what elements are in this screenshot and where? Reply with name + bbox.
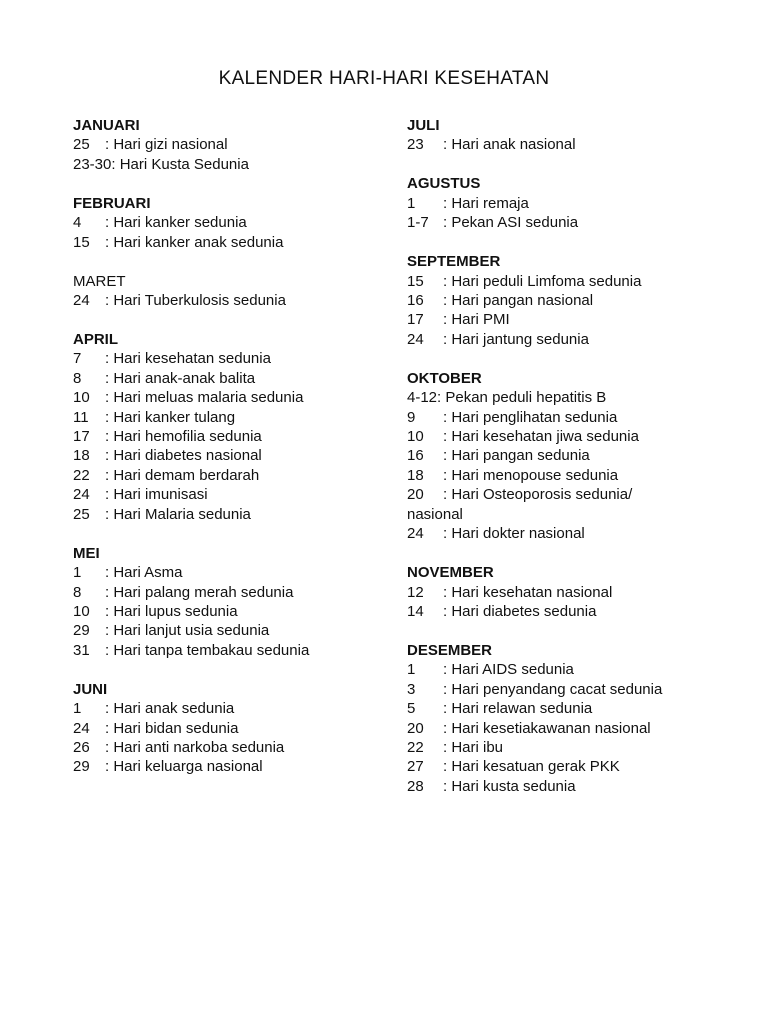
entry-day: 1 <box>73 700 82 718</box>
month-heading: SEPTEMBER <box>407 253 501 271</box>
calendar-entry <box>73 291 393 310</box>
entry-description: : Hari kesehatan nasional <box>443 583 613 601</box>
entry-day: 16 <box>407 447 424 465</box>
entry-description: : Pekan ASI sedunia <box>443 214 579 232</box>
entry-day: 24 <box>407 330 424 348</box>
calendar-entry <box>407 330 727 349</box>
entry-day: 1 <box>407 661 416 679</box>
calendar-entry <box>407 777 727 796</box>
entry-description: : Hari kesatuan gerak PKK <box>443 758 620 776</box>
month-section-januari <box>73 116 393 174</box>
entry-day: 23-30 <box>73 155 112 173</box>
entry-day: 24 <box>73 719 90 737</box>
entry-description: : Hari anak nasional <box>443 136 576 154</box>
entry-day: 20 <box>407 486 424 504</box>
entry-description: : Hari kanker sedunia <box>105 214 247 232</box>
entry-day: 12 <box>407 583 424 601</box>
entry-day: 20 <box>407 719 424 737</box>
entry-description: : Hari ibu <box>443 739 504 756</box>
entry-description: : Hari hemofilia sedunia <box>105 428 262 445</box>
entry-description: : Hari diabetes sedunia <box>443 602 597 620</box>
entry-day: 27 <box>407 758 424 776</box>
entry-description: : Hari dokter nasional <box>443 525 585 543</box>
month-section-agustus <box>407 174 727 232</box>
calendar-entry <box>73 738 393 757</box>
month-heading: DESEMBER <box>407 641 493 659</box>
month-heading: NOVEMBER <box>407 564 494 582</box>
month-section-februari <box>73 194 393 252</box>
month-section-desember <box>407 641 727 797</box>
calendar-entry <box>73 583 393 602</box>
entry-day: 15 <box>73 233 90 251</box>
left-column <box>73 116 393 796</box>
month-section-september <box>407 252 727 349</box>
calendar-entry <box>73 349 393 368</box>
entry-description: : Hari pangan nasional <box>443 291 594 309</box>
entry-day: 5 <box>407 700 416 718</box>
entry-day: 1 <box>407 194 416 212</box>
entry-description: : Hari bidan sedunia <box>105 719 239 737</box>
month-heading: OKTOBER <box>407 369 482 387</box>
entry-day: 31 <box>73 641 90 659</box>
entry-day: 24 <box>407 525 424 543</box>
entry-description: : Hari kusta sedunia <box>443 777 576 795</box>
month-section-maret <box>73 272 393 311</box>
entry-description: : Hari penyandang cacat sedunia <box>443 680 663 698</box>
entry-description: : Hari tanpa tembakau sedunia <box>105 641 310 659</box>
right-column <box>407 116 727 816</box>
calendar-entry <box>407 213 727 232</box>
entry-description: : Hari kesehatan jiwa sedunia <box>443 428 639 445</box>
month-heading: JULI <box>407 117 440 134</box>
entry-description: : Hari lanjut usia sedunia <box>105 622 270 640</box>
calendar-entry <box>73 757 393 776</box>
entry-day: 4 <box>73 214 82 232</box>
entry-day: 1-7 <box>407 214 429 232</box>
entry-day: 8 <box>73 583 82 601</box>
calendar-entry <box>407 583 727 602</box>
entry-description: : Hari diabetes nasional <box>105 447 262 465</box>
calendar-entry <box>73 155 393 174</box>
calendar-entry <box>407 524 727 543</box>
calendar-entry <box>73 602 393 621</box>
calendar-entry <box>73 388 393 407</box>
entry-day: 18 <box>407 466 424 484</box>
entry-day: 29 <box>73 622 90 640</box>
entry-day: 17 <box>73 428 90 445</box>
calendar-entry <box>73 621 393 640</box>
month-heading: JANUARI <box>73 117 140 134</box>
entry-description: : Hari Osteoporosis sedunia/ <box>443 486 633 504</box>
entry-description: : Hari Malaria sedunia <box>105 505 251 523</box>
month-section-juni <box>73 680 393 777</box>
calendar-entry <box>407 680 727 699</box>
entry-description: : Pekan peduli hepatitis B <box>437 389 607 407</box>
page-title: KALENDER HARI-HARI KESEHATAN <box>218 68 550 89</box>
entry-day: 8 <box>73 369 82 387</box>
calendar-entry <box>73 699 393 718</box>
entry-day: 3 <box>407 680 416 698</box>
entry-day: 22 <box>407 739 424 756</box>
entry-description: : Hari demam berdarah <box>105 466 260 484</box>
entry-day: 28 <box>407 777 424 795</box>
month-section-mei <box>73 544 393 661</box>
entry-day: 15 <box>407 272 424 290</box>
entry-description: : Hari anti narkoba sedunia <box>105 739 285 756</box>
month-heading: FEBRUARI <box>73 194 151 212</box>
calendar-entry <box>407 272 727 291</box>
calendar-entry <box>73 505 393 524</box>
entry-day: 24 <box>73 486 90 504</box>
entry-day: 25 <box>73 136 90 154</box>
entry-day: 4-12 <box>407 389 438 407</box>
entry-description: : Hari Kusta Sedunia <box>111 155 249 173</box>
entry-day: 16 <box>407 291 424 309</box>
entry-day: 14 <box>407 602 424 620</box>
calendar-entry <box>407 485 727 504</box>
entry-day: 18 <box>73 447 90 465</box>
calendar-entry <box>407 310 727 329</box>
entry-description: : Hari meluas malaria sedunia <box>105 389 304 407</box>
entry-day: 24 <box>73 291 90 309</box>
calendar-entry <box>407 388 727 407</box>
entry-day: 23 <box>407 136 424 154</box>
entry-description: : Hari remaja <box>443 194 529 212</box>
entry-description: : Hari keluarga nasional <box>105 758 263 776</box>
entry-description: : Hari menopouse sedunia <box>443 466 619 484</box>
month-section-april <box>73 330 393 524</box>
entry-description-continuation: nasional <box>407 505 463 523</box>
month-section-oktober <box>407 369 727 544</box>
entry-day: 1 <box>73 564 82 582</box>
calendar-entry <box>73 408 393 427</box>
entry-day: 25 <box>73 505 90 523</box>
entry-day: 11 <box>73 408 89 426</box>
calendar-entry <box>73 563 393 582</box>
entry-description: : Hari AIDS sedunia <box>443 661 574 679</box>
entry-description: : Hari anak sedunia <box>105 700 235 718</box>
calendar-entry <box>407 757 727 776</box>
calendar-entry <box>73 446 393 465</box>
calendar-entry <box>73 369 393 388</box>
calendar-entry <box>407 427 727 446</box>
entry-day: 10 <box>73 602 90 620</box>
entry-description: : Hari palang merah sedunia <box>105 583 294 601</box>
entry-description: : Hari gizi nasional <box>105 136 228 154</box>
entry-description: : Hari kesehatan sedunia <box>105 350 271 368</box>
entry-day: 26 <box>73 739 90 756</box>
entry-day: 10 <box>407 428 424 445</box>
entry-description: : Hari pangan sedunia <box>443 447 590 465</box>
month-heading: MARET <box>73 272 126 290</box>
entry-description: : Hari kesetiakawanan nasional <box>443 719 651 737</box>
calendar-entry <box>407 738 727 757</box>
entry-day: 7 <box>73 350 82 368</box>
calendar-entry <box>73 213 393 232</box>
calendar-entry <box>73 466 393 485</box>
entry-day: 10 <box>73 389 90 407</box>
calendar-entry <box>73 135 393 154</box>
calendar-entry <box>407 135 727 154</box>
month-heading: AGUSTUS <box>407 175 481 193</box>
entry-day: 17 <box>407 311 424 329</box>
month-heading: APRIL <box>73 330 118 348</box>
entry-description: : Hari anak-anak balita <box>105 369 256 387</box>
entry-description: : Hari jantung sedunia <box>443 330 589 348</box>
entry-description: : Hari lupus sedunia <box>105 602 238 620</box>
entry-description: : Hari relawan sedunia <box>443 700 593 718</box>
entry-description: : Hari peduli Limfoma sedunia <box>443 272 642 290</box>
calendar-entry <box>407 602 727 621</box>
month-section-juli <box>407 116 727 155</box>
entry-description: : Hari imunisasi <box>105 486 208 504</box>
entry-description: : Hari Asma <box>105 564 183 582</box>
entry-description: : Hari penglihatan sedunia <box>443 408 618 426</box>
calendar-entry <box>407 194 727 213</box>
month-heading: MEI <box>73 544 100 562</box>
month-heading: JUNI <box>73 680 108 698</box>
calendar-entry <box>73 641 393 660</box>
calendar-entry <box>407 291 727 310</box>
entry-description: : Hari kanker anak sedunia <box>105 233 284 251</box>
entry-description: : Hari Tuberkulosis sedunia <box>105 291 286 309</box>
calendar-entry <box>73 233 393 252</box>
month-section-november <box>407 563 727 621</box>
calendar-entry <box>407 408 727 427</box>
calendar-entry <box>73 719 393 738</box>
entry-description: : Hari kanker tulang <box>105 408 236 426</box>
calendar-entry <box>407 446 727 465</box>
entry-day: 9 <box>407 408 416 426</box>
calendar-entry <box>407 466 727 485</box>
calendar-entry <box>407 719 727 738</box>
entry-day: 22 <box>73 466 90 484</box>
calendar-entry <box>407 699 727 718</box>
entry-description: : Hari PMI <box>443 311 510 329</box>
calendar-entry <box>73 485 393 504</box>
calendar-entry <box>73 427 393 446</box>
entry-day: 29 <box>73 758 90 776</box>
calendar-entry <box>407 660 727 679</box>
